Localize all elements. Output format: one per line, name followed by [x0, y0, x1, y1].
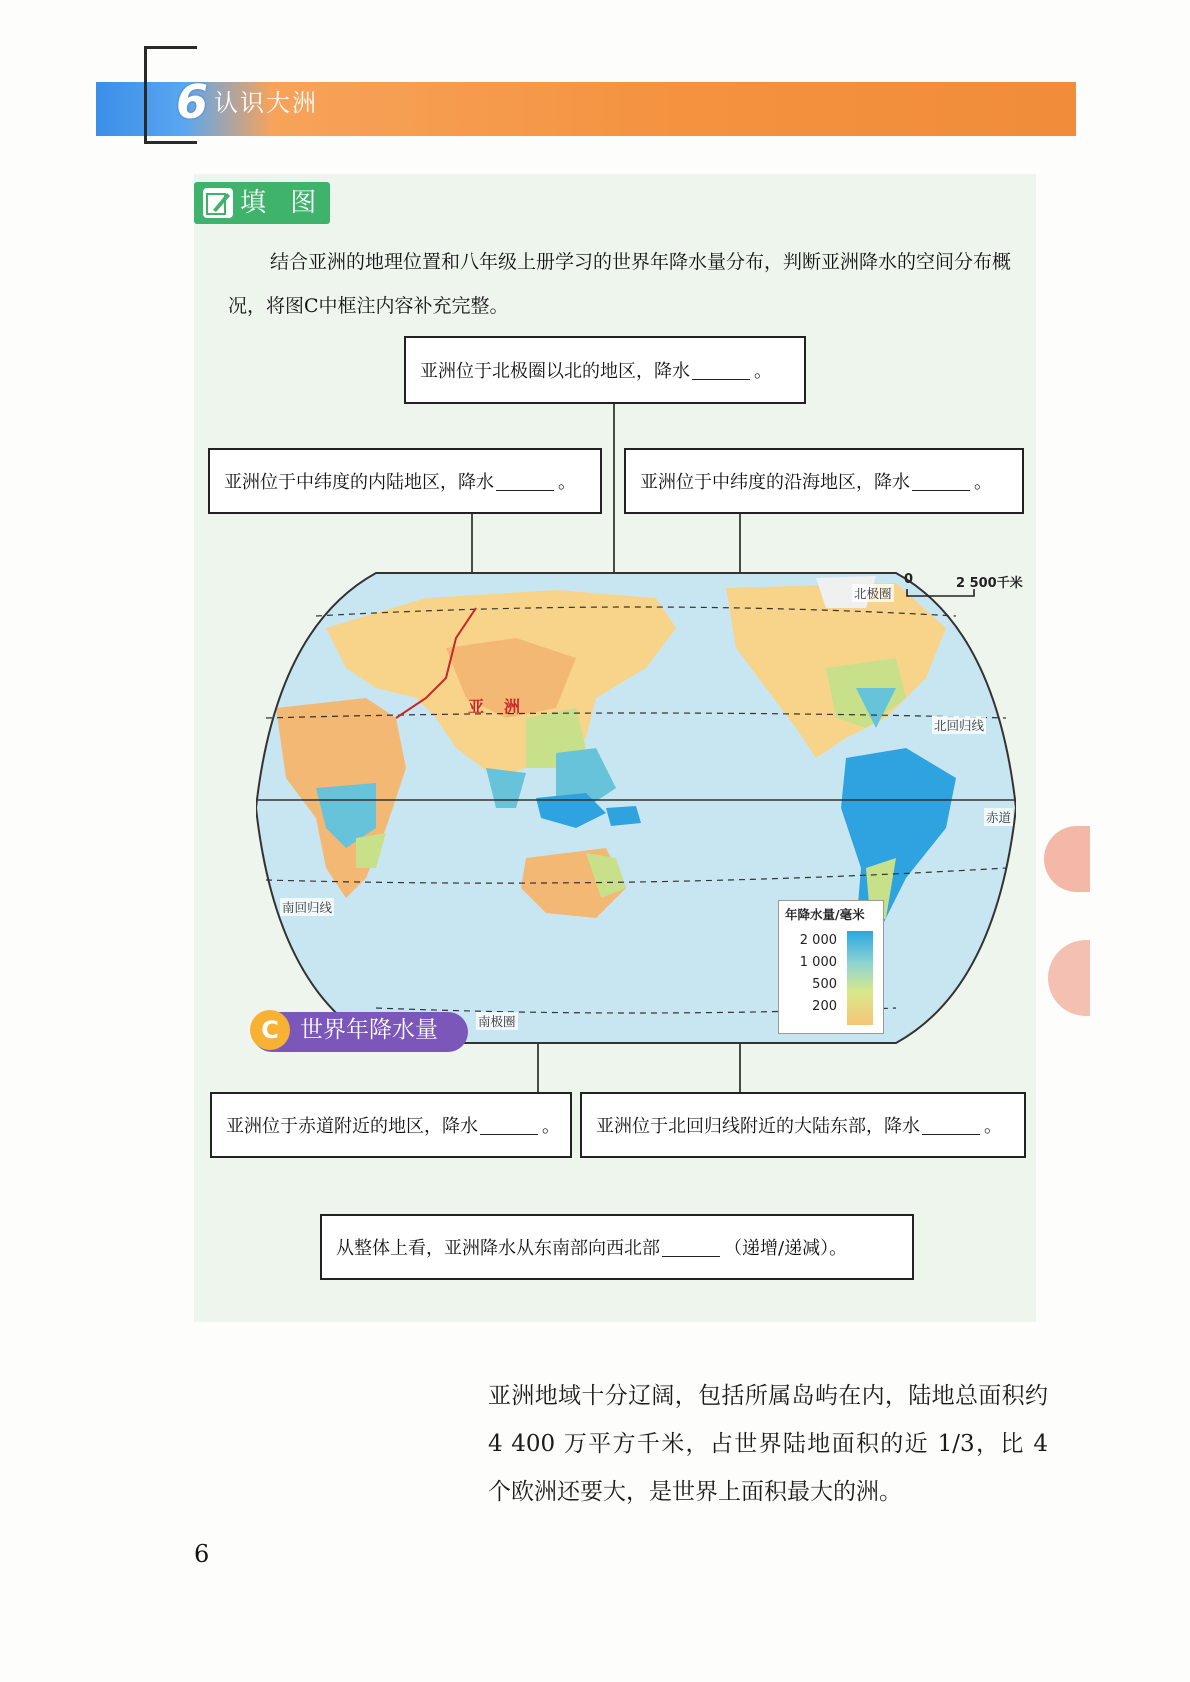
chapter-number: 6 — [175, 75, 208, 129]
asia-label: 亚 洲 — [468, 697, 523, 716]
question-tropic-east-text: 亚洲位于北回归线附近的大陆东部，降水 — [596, 1116, 920, 1137]
question-inland-text: 亚洲位于中纬度的内陆地区，降水 — [224, 472, 494, 493]
question-inland-box — [208, 448, 602, 514]
question-tropic-east-end: 。 — [984, 1116, 1002, 1137]
answer-blank-coastal[interactable] — [912, 472, 970, 491]
question-arctic-text: 亚洲位于北极圈以北的地区，降水 — [420, 361, 690, 382]
question-equator-end: 。 — [542, 1116, 560, 1137]
map-caption-title: 世界年降水量 — [300, 1017, 438, 1043]
arctic-circle-label: 北极圈 — [854, 586, 892, 601]
answer-blank-arctic[interactable] — [692, 361, 750, 380]
equator-label: 赤道 — [986, 810, 1012, 825]
legend-value: 1 000 — [799, 955, 837, 970]
question-overall-text: 从整体上看，亚洲降水从东南部向西北部 — [336, 1238, 660, 1259]
scale-distance: 2 500千米 — [956, 576, 1023, 591]
question-coastal-text: 亚洲位于中纬度的沿海地区，降水 — [640, 472, 910, 493]
precipitation-legend — [778, 900, 884, 1034]
question-arctic-box — [404, 336, 806, 404]
map-caption-letter: C — [250, 1010, 290, 1050]
scale-zero: 0 — [904, 572, 914, 587]
legend-value: 2 000 — [799, 933, 837, 948]
activity-instruction: 结合亚洲的地理位置和八年级上册学习的世界年降水量分布，判断亚洲降水的空间分布概况，将图C中框注内容补充完整。 — [228, 251, 1012, 317]
legend-color-bar — [847, 931, 873, 1025]
question-equator-box — [210, 1092, 572, 1158]
tropic-cancer-label: 北回归线 — [934, 718, 985, 733]
answer-blank-equator[interactable] — [480, 1116, 538, 1135]
tropic-capricorn-label: 南回归线 — [282, 900, 333, 915]
legend-value: 200 — [812, 999, 837, 1014]
answer-blank-overall[interactable] — [662, 1238, 720, 1257]
question-inland-end: 。 — [558, 472, 576, 493]
activity-badge-label: 填 图 — [240, 188, 325, 218]
world-precipitation-map — [256, 568, 1016, 1048]
legend-value: 500 — [812, 977, 837, 992]
antarctic-circle-label: 南极圈 — [478, 1014, 516, 1029]
page-number: 6 — [194, 1540, 210, 1568]
question-tropic-east-box — [580, 1092, 1026, 1158]
question-arctic-end: 。 — [754, 361, 772, 382]
answer-blank-inland[interactable] — [496, 472, 554, 491]
question-equator-text: 亚洲位于赤道附近的地区，降水 — [226, 1116, 478, 1137]
answer-blank-tropic-east[interactable] — [922, 1116, 980, 1135]
legend-title: 年降水量/毫米 — [785, 907, 865, 922]
chapter-title: 认识大洲 — [214, 89, 318, 117]
question-overall-box — [320, 1214, 914, 1280]
scale-bar — [906, 588, 976, 598]
body-paragraph: 亚洲地域十分辽阔，包括所属岛屿在内，陆地总面积约 4 400 万平方千米，占世界陆地面积的近 1/3，比 4 个欧洲还要大，是世界上面积最大的洲。 — [488, 1383, 1048, 1505]
question-overall-end: （递增/递减）。 — [724, 1238, 848, 1259]
question-coastal-box — [624, 448, 1024, 514]
question-coastal-end: 。 — [974, 472, 992, 493]
